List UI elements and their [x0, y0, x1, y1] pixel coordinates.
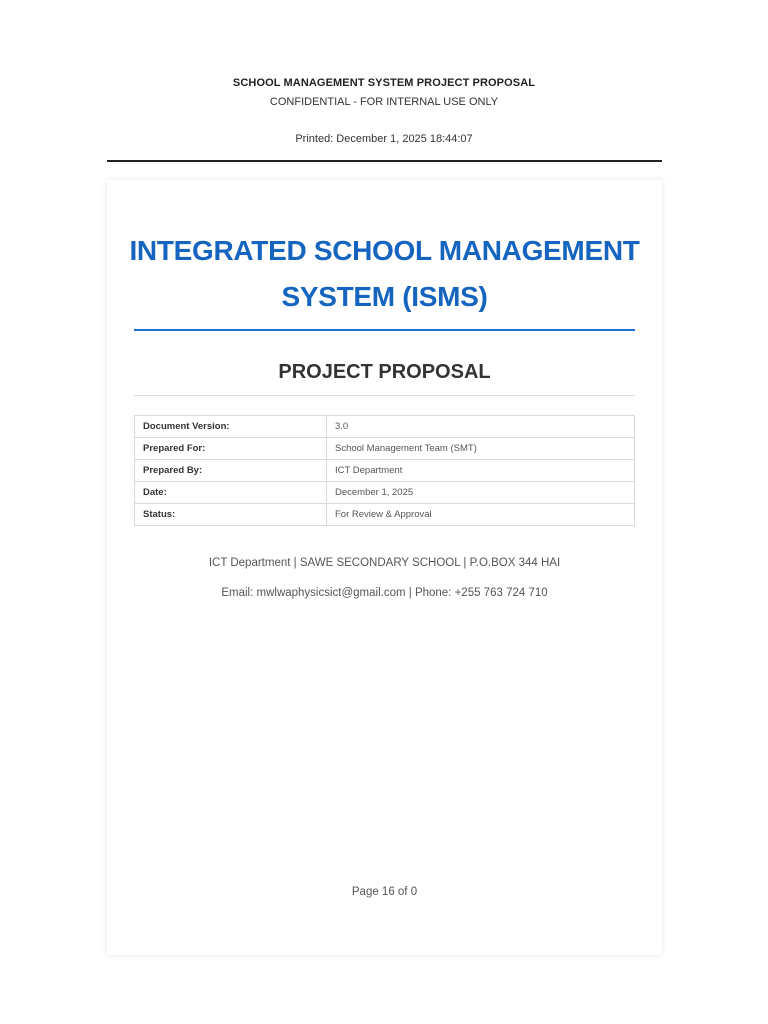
document-info-table — [134, 415, 635, 526]
cover-page-card — [107, 180, 662, 955]
table-row — [135, 504, 635, 526]
info-value-prepared-for: School Management Team (SMT) — [327, 438, 635, 460]
info-label-date: Date: — [135, 482, 327, 504]
table-row — [135, 416, 635, 438]
info-value-version: 3.0 — [327, 416, 635, 438]
confidential-notice: CONFIDENTIAL - FOR INTERNAL USE ONLY — [269, 96, 499, 108]
table-row — [135, 482, 635, 504]
info-value-date: December 1, 2025 — [327, 482, 635, 504]
info-label-status: Status: — [135, 504, 327, 526]
contact-email-phone: Email: mwlwaphysicsict@gmail.com | Phone: +255 763 724 710 — [221, 587, 548, 599]
print-header — [0, 76, 768, 146]
cover-title-line-2: SYSTEM (ISMS) — [281, 281, 488, 312]
table-row — [135, 460, 635, 482]
info-value-prepared-by: ICT Department — [327, 460, 635, 482]
info-label-version: Document Version: — [135, 416, 327, 438]
subtitle-divider — [134, 395, 635, 396]
page-number: Page 16 of 0 — [351, 886, 418, 898]
title-divider — [134, 329, 635, 331]
table-row — [135, 438, 635, 460]
contact-address: ICT Department | SAWE SECONDARY SCHOOL | P.O.BOX 344 HAI — [208, 557, 561, 569]
cover-title-line-1: INTEGRATED SCHOOL MANAGEMENT — [129, 235, 640, 266]
header-divider — [107, 160, 662, 162]
info-label-prepared-by: Prepared By: — [135, 460, 327, 482]
info-label-prepared-for: Prepared For: — [135, 438, 327, 460]
document-header-title: SCHOOL MANAGEMENT SYSTEM PROJECT PROPOSAL — [232, 77, 536, 89]
printed-timestamp: Printed: December 1, 2025 18:44:07 — [295, 133, 473, 145]
info-value-status: For Review & Approval — [327, 504, 635, 526]
cover-subtitle: PROJECT PROPOSAL — [278, 361, 491, 383]
cover-title — [107, 228, 662, 320]
